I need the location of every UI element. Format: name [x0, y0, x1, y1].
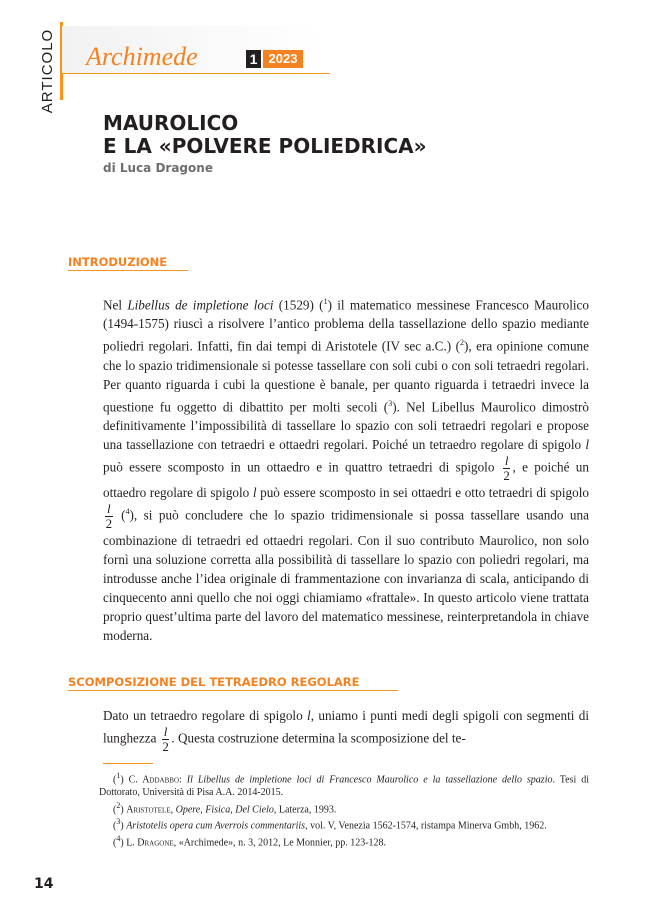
fraction-l-over-2: $\frac{l}{2}$ — [503, 453, 510, 484]
footnote-ref: 1 — [323, 297, 328, 306]
section-heading-text: SCOMPOSIZIONE DEL TETRAEDRO REGOLARE — [68, 675, 360, 689]
footnote-3: ($^3$) Aristotelis opera cum Averrois commentariis, vol. V, Venezia 1562-1574, ristampa Minerva Gmbh, 1962. — [113, 817, 547, 832]
footnote-2: ($^2$) Aristotele, Opere, Fisica, Del Cielo, Laterza, 1993. — [113, 800, 337, 815]
magazine-name: Archimede — [86, 42, 198, 71]
fraction-l-over-2: $\frac{l}{2}$ — [105, 501, 113, 532]
footnote-1: ($^1$) C. Addabbo: Il Libellus de impletione loci di Francesco Maurolico e la tassellazione dello spazio. Tesi di Dottorato, Università di Pisa A.A. 2014-2015. — [99, 771, 590, 798]
section-heading-introduzione — [68, 255, 167, 269]
issue-year: 2023 — [263, 50, 303, 68]
article-title — [103, 112, 427, 158]
magazine-header — [62, 26, 650, 74]
section-tag: ARTICOLO — [39, 28, 56, 114]
book-title: Libellus de impletione loci — [127, 297, 274, 313]
footnote-ref: 3 — [388, 398, 393, 408]
section-heading-underline — [68, 690, 398, 691]
section-tab — [38, 22, 62, 126]
footnote-4: ($^4$) L. Dragone, «Archimede», n. 3, 2012, Le Monnier, pp. 123-128. — [113, 834, 387, 849]
footnote-rule — [103, 763, 153, 764]
section-heading-scomposizione — [68, 675, 360, 689]
intro-paragraph: Nel Libellus de impletione loci (1529) ($^1$) il matematico messinese Francesco Maurolico (1494-1575) riuscì a risolvere l’antico problema della tassellazione dello spazio mediante poliedri regolari. Infatti, fin dai tempi di Aristotele (IV sec a.C.) ($^2$), era opinione comune che lo spazio tridimensionale si potesse tassellare con soli cubi o con soli tetraedri regolari. Per quanto riguarda i cubi la questione è banale, per quanto riguarda i tetraedri invece la questione fu oggetto di dibattito per molti secoli ($^3$). Nel Libellus Maurolico dimostrò definitivamente l’impossibilità di tassellare lo spazio con soli tetraedri regolari e propose una tassellazione con tetraedri e ottaedri regolari. Poiché un tetraedro regolare di spigolo l può essere scomposto in un ottaedro e in quattro tetraedri di spigolo $\frac{l}{2}$ , e poiché un ottaedro regolare di spigolo l può essere scomposto in sei ottaedri e otto tetraedri di spigolo $\frac{l}{2}$ ($^4$), si può concludere che lo spazio tridimensionale si possa tassellare usando una combinazione di tetraedri ed ottaedri regolari. Con il suo contributo Maurolico, non solo fornì una soluzione corretta alla possibilità di tassellare lo spazio con poliedri regolari, ma introdusse anche l’idea originale di frammentazione con invarianza di scala, anticipando di cinquecento anni quello che noi oggi chiamiamo «frattale». In questo articolo viene trattata proprio quest’ultima parte del lavoro del matematico messinese, reinterpretandola in chiave moderna. — [103, 297, 590, 644]
footnote-ref: 2 — [459, 338, 464, 348]
issue-number: 1 — [246, 50, 261, 68]
footnotes — [99, 770, 590, 850]
section-heading-underline — [68, 270, 188, 271]
tetra-paragraph: Dato un tetraedro regolare di spigolo l, uniamo i punti medi degli spigoli con segmenti di lunghezza $\frac{l}{2}$ . Questa costruzione determina la scomposizione del te- — [103, 708, 589, 754]
page-number: 14 — [34, 876, 54, 892]
fraction-l-over-2: $\frac{l}{2}$ — [162, 724, 169, 754]
title-line-2: E LA «POLVERE POLIEDRICA» — [103, 134, 427, 158]
article-author: di Luca Dragone — [103, 161, 213, 175]
section-heading-text: INTRODUZIONE — [68, 255, 168, 269]
title-line-1: MAUROLICO — [103, 111, 239, 135]
header-rule — [62, 73, 330, 74]
footnote-ref: 4 — [125, 507, 130, 517]
